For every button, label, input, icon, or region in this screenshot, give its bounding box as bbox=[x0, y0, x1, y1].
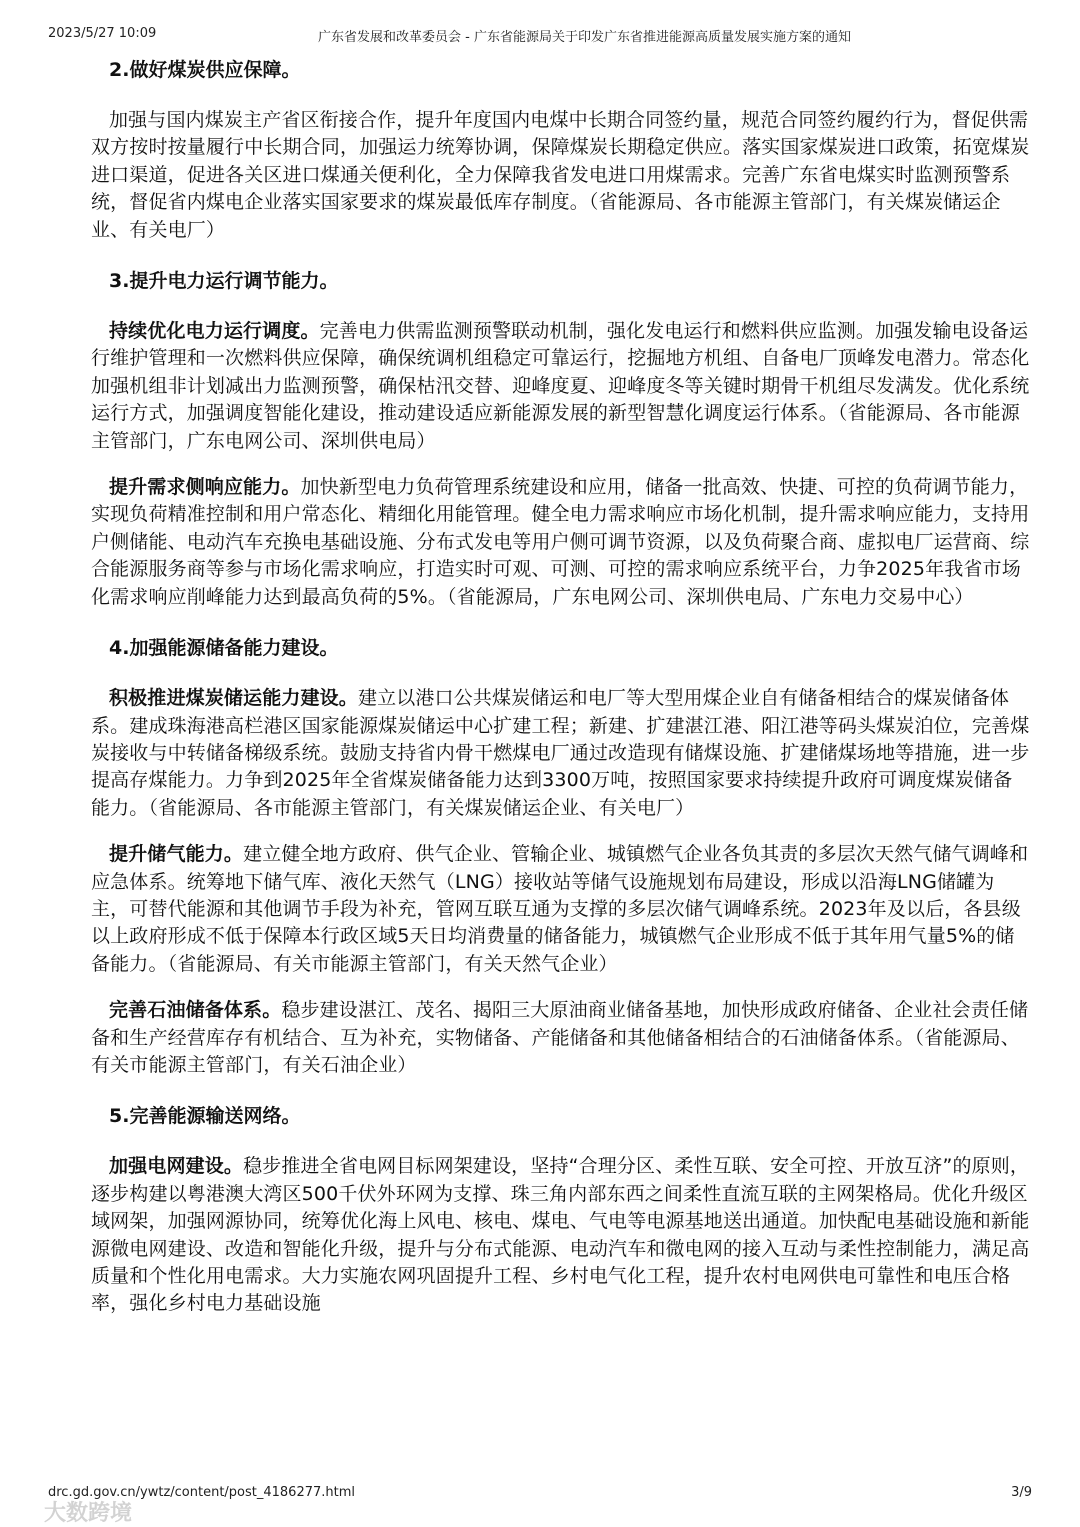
paragraph-text: 完善电力供需监测预警联动机制，强化发电运行和燃料供应监测。加强发输电设备运行维护管理和一次燃料供应保障，确保统调机组稳定可靠运行，挖掘地方机组、自备电厂顶峰发电潜力。常态化加强机组非计划减出力监测预警，确保枯汛交替、迎峰度夏、迎峰度冬等关键时期骨干机组尽发满发。优化系统运行方式，加强调度智能化建设，推动建设适应新能源发展的新型智慧化调度运行体系。（省能源局、各市能源主管部门，广东电网公司、深圳供电局） bbox=[91, 320, 1030, 452]
lead-phrase: 积极推进煤炭储运能力建设。 bbox=[109, 687, 358, 710]
lead-phrase: 加强电网建设。 bbox=[109, 1155, 244, 1178]
section-heading-coal-supply: 2.做好煤炭供应保障。 bbox=[109, 59, 301, 81]
paragraph-gas-storage bbox=[91, 841, 1031, 978]
section-heading-transmission-network: 5.完善能源输送网络。 bbox=[109, 1105, 301, 1128]
paragraph-demand-response bbox=[91, 474, 1031, 611]
document-body bbox=[91, 52, 1031, 1318]
lead-phrase: 持续优化电力运行调度。 bbox=[109, 320, 320, 343]
lead-phrase: 完善石油储备体系。 bbox=[109, 999, 282, 1022]
section-heading-energy-reserve: 4.加强能源储备能力建设。 bbox=[109, 637, 339, 660]
paragraph-text: 稳步建设湛江、茂名、揭阳三大原油商业储备基地，加快形成政府储备、企业社会责任储备和生产经营库存有机结合、互为补充，实物储备、产能储备和其他储备相结合的石油储备体系。（省能源局、有关市能源主管部门，有关石油企业） bbox=[91, 999, 1029, 1076]
print-url: drc.gd.gov.cn/ywtz/content/post_4186277.html bbox=[48, 1485, 356, 1500]
paragraph-text: 建立健全地方政府、供气企业、管输企业、城镇燃气企业各负其责的多层次天然气储气调峰和应急体系。统筹地下储气库、液化天然气（LNG）接收站等储气设施规划布局建设，形成以沿海LNG储罐为主，可替代能源和其他调节手段为补充，管网互联互通为支撑的多层次储气调峰系统。2023年及以后，各县级以上政府形成不低于保障本行政区域5天日均消费量的储备能力，城镇燃气企业形成不低于其年用气量5%的储备能力。（省能源局、有关市能源主管部门，有关天然气企业） bbox=[91, 843, 1029, 975]
paragraph-grid-construction bbox=[91, 1153, 1031, 1317]
page-number: 3/9 bbox=[1011, 1485, 1032, 1500]
watermark-logo: 大数跨境 bbox=[44, 1501, 133, 1526]
paragraph-text: 建立以港口公共煤炭储运和电厂等大型用煤企业自有储备相结合的煤炭储备体系。建成珠海港高栏港区国家能源煤炭储运中心扩建工程；新建、扩建湛江港、阳江港等码头煤炭泊位，完善煤炭接收与中转储备梯级系统。鼓励支持省内骨干燃煤电厂通过改造现有储煤设施、扩建储煤场地等措施，进一步提高存煤能力。力争到2025年全省煤炭储备能力达到3300万吨，按照国家要求持续提升政府可调度煤炭储备能力。（省能源局、各市能源主管部门，有关煤炭储运企业、有关电厂） bbox=[91, 687, 1030, 819]
lead-phrase: 提升需求侧响应能力。 bbox=[109, 476, 301, 499]
paragraph-coal-storage bbox=[91, 685, 1031, 822]
print-page-title: 广东省发展和改革委员会 - 广东省能源局关于印发广东省推进能源高质量发展实施方案的通知 bbox=[318, 30, 851, 45]
paragraph-power-dispatch bbox=[91, 318, 1031, 455]
section-heading-power-regulation: 3.提升电力运行调节能力。 bbox=[109, 270, 339, 293]
paragraph-oil-reserve bbox=[91, 997, 1031, 1079]
print-date: 2023/5/27 10:09 bbox=[48, 26, 157, 41]
paragraph-coal-supply: 加强与国内煤炭主产省区衔接合作，提升年度国内电煤中长期合同签约量，规范合同签约履约行为，督促供需双方按时按量履行中长期合同，加强运力统筹协调，保障煤炭长期稳定供应。落实国家煤炭进口政策，拓宽煤炭进口渠道，促进各关区进口煤通关便利化，全力保障我省发电进口用煤需求。完善广东省电煤实时监测预警系统，督促省内煤电企业落实国家要求的煤炭最低库存制度。（省能源局、各市能源主管部门，有关煤炭储运企业、有关电厂） bbox=[91, 109, 1030, 241]
lead-phrase: 提升储气能力。 bbox=[109, 843, 244, 866]
paragraph-text: 加快新型电力负荷管理系统建设和应用，储备一批高效、快捷、可控的负荷调节能力，实现负荷精准控制和用户常态化、精细化用能管理。健全电力需求响应市场化机制，提升需求响应能力，支持用户侧储能、电动汽车充换电基础设施、分布式发电等用户侧可调节资源，以及负荷聚合商、虚拟电厂运营商、综合能源服务商等参与市场化需求响应，打造实时可观、可测、可控的需求响应系统平台，力争2025年我省市场化需求响应削峰能力达到最高负荷的5%。（省能源局，广东电网公司、深圳供电局、广东电力交易中心） bbox=[91, 476, 1030, 608]
paragraph-text: 稳步推进全省电网目标网架建设，坚持“合理分区、柔性互联、安全可控、开放互济”的原则，逐步构建以粤港澳大湾区500千伏外环网为支撑、珠三角内部东西之间柔性直流互联的主网架格局。优化升级区域网架，加强网源协同，统筹优化海上风电、核电、煤电、气电等电源基地送出通道。加快配电基础设施和新能源微电网建设、改造和智能化升级，提升与分布式能源、电动汽车和微电网的接入互动与柔性控制能力，满足高质量和个性化用电需求。大力实施农网巩固提升工程、乡村电气化工程，提升农村电网供电可靠性和电压合格率，强化乡村电力基础设施 bbox=[91, 1155, 1030, 1315]
